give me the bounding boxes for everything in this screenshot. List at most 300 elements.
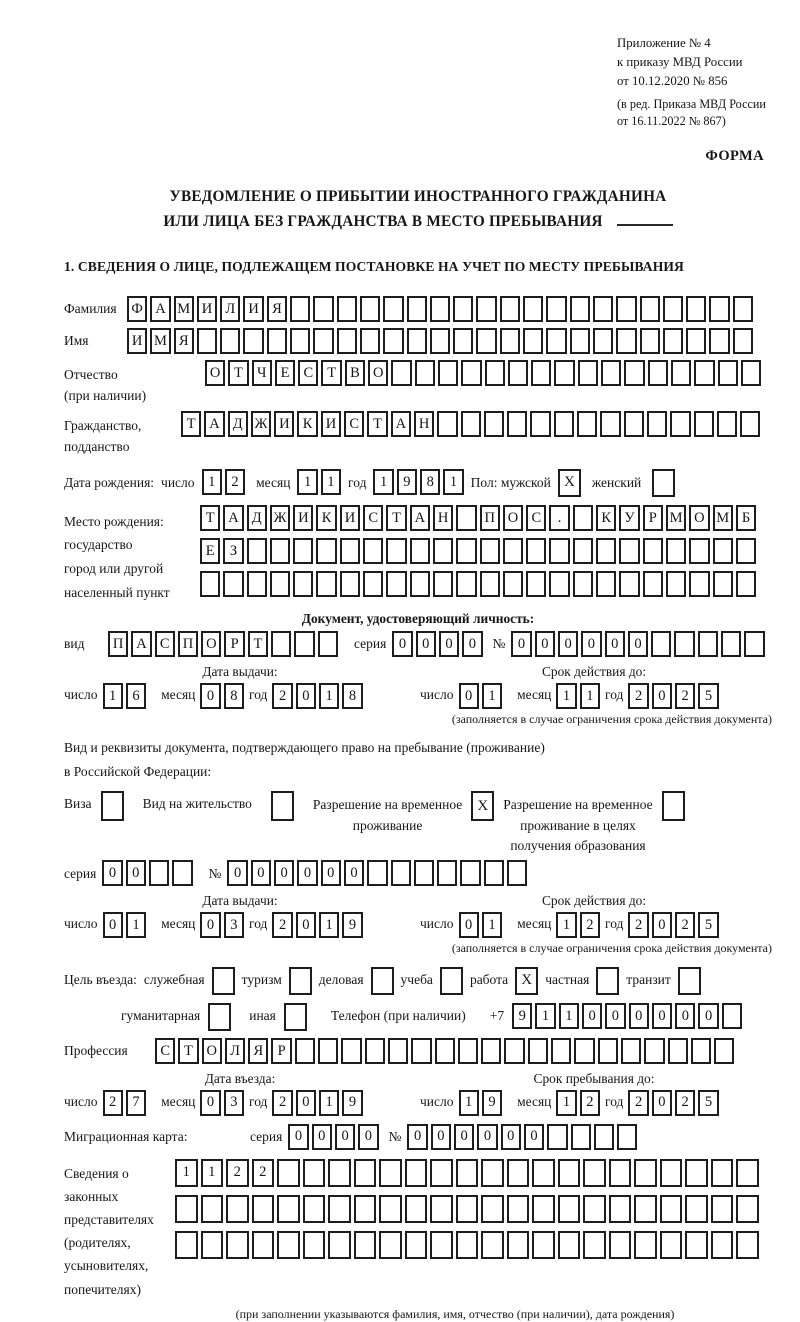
char-cell[interactable]: П <box>480 505 500 531</box>
char-cell[interactable] <box>290 328 310 354</box>
char-cell[interactable] <box>328 1231 351 1259</box>
char-cell[interactable] <box>609 1195 632 1223</box>
char-cell[interactable] <box>456 505 476 531</box>
char-cell[interactable] <box>648 360 668 386</box>
char-cell[interactable]: 0 <box>459 683 479 709</box>
char-cell[interactable] <box>624 411 644 437</box>
char-cell[interactable] <box>277 1231 300 1259</box>
char-cell[interactable] <box>694 360 714 386</box>
char-cell[interactable] <box>711 1195 734 1223</box>
char-cell[interactable] <box>666 538 686 564</box>
char-cell[interactable] <box>456 1231 479 1259</box>
char-cell[interactable]: Я <box>174 328 194 354</box>
char-cell[interactable] <box>554 411 574 437</box>
char-cell[interactable] <box>744 631 764 657</box>
char-cell[interactable] <box>388 1038 408 1064</box>
char-cell[interactable] <box>458 1038 478 1064</box>
char-cell[interactable] <box>593 296 613 322</box>
char-cell[interactable]: 0 <box>416 631 436 657</box>
char-cell[interactable] <box>476 296 496 322</box>
char-cell[interactable] <box>532 1231 555 1259</box>
char-cell[interactable] <box>430 1231 453 1259</box>
char-cell[interactable]: А <box>131 631 151 657</box>
char-cell[interactable]: 2 <box>226 1159 249 1187</box>
char-cell[interactable] <box>526 571 546 597</box>
char-cell[interactable] <box>503 571 523 597</box>
char-cell[interactable] <box>573 505 593 531</box>
char-cell[interactable] <box>570 328 590 354</box>
char-cell[interactable] <box>531 360 551 386</box>
purpose-rabota-checkbox[interactable]: X <box>515 967 538 995</box>
char-cell[interactable] <box>643 571 663 597</box>
char-cell[interactable] <box>573 571 593 597</box>
char-cell[interactable]: П <box>178 631 198 657</box>
char-cell[interactable]: 0 <box>652 1003 672 1029</box>
char-cell[interactable]: И <box>321 411 341 437</box>
char-cell[interactable] <box>736 571 756 597</box>
char-cell[interactable]: 6 <box>126 683 146 709</box>
char-cell[interactable]: 0 <box>296 1090 316 1116</box>
char-cell[interactable] <box>713 538 733 564</box>
char-cell[interactable] <box>528 1038 548 1064</box>
char-cell[interactable] <box>340 538 360 564</box>
purpose-inaya-checkbox[interactable] <box>284 1003 307 1031</box>
char-cell[interactable]: 0 <box>605 631 625 657</box>
char-cell[interactable]: Ж <box>270 505 290 531</box>
char-cell[interactable]: 1 <box>556 912 576 938</box>
char-cell[interactable]: С <box>155 1038 175 1064</box>
char-cell[interactable] <box>481 1231 504 1259</box>
char-cell[interactable] <box>643 538 663 564</box>
char-cell[interactable]: 0 <box>296 912 316 938</box>
char-cell[interactable]: 1 <box>559 1003 579 1029</box>
char-cell[interactable] <box>691 1038 711 1064</box>
char-cell[interactable]: Ч <box>252 360 272 386</box>
char-cell[interactable] <box>460 860 480 886</box>
char-cell[interactable] <box>722 1003 742 1029</box>
char-cell[interactable] <box>577 411 597 437</box>
sex-male-checkbox[interactable]: X <box>558 469 581 497</box>
char-cell[interactable] <box>573 538 593 564</box>
char-cell[interactable] <box>634 1231 657 1259</box>
purpose-sluzhebnaya-checkbox[interactable] <box>212 967 235 995</box>
char-cell[interactable]: 2 <box>675 1090 695 1116</box>
char-cell[interactable]: 0 <box>102 860 122 886</box>
char-cell[interactable] <box>717 411 737 437</box>
char-cell[interactable] <box>619 571 639 597</box>
char-cell[interactable] <box>578 360 598 386</box>
char-cell[interactable]: Д <box>247 505 267 531</box>
char-cell[interactable] <box>437 860 457 886</box>
char-cell[interactable] <box>435 1038 455 1064</box>
char-cell[interactable] <box>363 571 383 597</box>
char-cell[interactable] <box>554 360 574 386</box>
char-cell[interactable] <box>686 328 706 354</box>
char-cell[interactable] <box>341 1038 361 1064</box>
char-cell[interactable]: Д <box>228 411 248 437</box>
char-cell[interactable] <box>270 571 290 597</box>
char-cell[interactable]: 2 <box>272 1090 292 1116</box>
char-cell[interactable] <box>383 296 403 322</box>
char-cell[interactable]: М <box>150 328 170 354</box>
char-cell[interactable] <box>247 571 267 597</box>
sex-female-checkbox[interactable] <box>652 469 675 497</box>
char-cell[interactable]: О <box>201 631 221 657</box>
char-cell[interactable]: 1 <box>556 683 576 709</box>
char-cell[interactable]: Р <box>224 631 244 657</box>
char-cell[interactable] <box>223 571 243 597</box>
char-cell[interactable]: 1 <box>201 1159 224 1187</box>
char-cell[interactable] <box>523 328 543 354</box>
char-cell[interactable] <box>609 1231 632 1259</box>
char-cell[interactable] <box>504 1038 524 1064</box>
char-cell[interactable]: Т <box>386 505 406 531</box>
char-cell[interactable] <box>197 328 217 354</box>
char-cell[interactable] <box>175 1195 198 1223</box>
char-cell[interactable] <box>175 1231 198 1259</box>
char-cell[interactable] <box>558 1231 581 1259</box>
char-cell[interactable]: 0 <box>358 1124 378 1150</box>
visa-checkbox[interactable] <box>101 791 124 821</box>
char-cell[interactable]: 7 <box>126 1090 146 1116</box>
char-cell[interactable] <box>201 1195 224 1223</box>
char-cell[interactable] <box>407 296 427 322</box>
char-cell[interactable]: 2 <box>675 683 695 709</box>
char-cell[interactable]: 0 <box>462 631 482 657</box>
char-cell[interactable] <box>354 1195 377 1223</box>
char-cell[interactable] <box>456 1195 479 1223</box>
char-cell[interactable]: Т <box>200 505 220 531</box>
char-cell[interactable]: 0 <box>431 1124 451 1150</box>
char-cell[interactable]: 1 <box>319 683 339 709</box>
char-cell[interactable]: С <box>363 505 383 531</box>
char-cell[interactable] <box>453 328 473 354</box>
char-cell[interactable] <box>547 1124 567 1150</box>
char-cell[interactable]: . <box>549 505 569 531</box>
char-cell[interactable] <box>414 860 434 886</box>
char-cell[interactable] <box>318 631 338 657</box>
char-cell[interactable] <box>660 1195 683 1223</box>
char-cell[interactable] <box>267 328 287 354</box>
char-cell[interactable] <box>405 1195 428 1223</box>
char-cell[interactable]: 0 <box>296 683 316 709</box>
purpose-chastnaya-checkbox[interactable] <box>596 967 619 995</box>
char-cell[interactable] <box>226 1195 249 1223</box>
char-cell[interactable]: 1 <box>103 683 123 709</box>
char-cell[interactable]: 1 <box>482 683 502 709</box>
char-cell[interactable]: Т <box>248 631 268 657</box>
char-cell[interactable] <box>570 296 590 322</box>
char-cell[interactable] <box>271 631 291 657</box>
char-cell[interactable]: 0 <box>524 1124 544 1150</box>
char-cell[interactable]: 0 <box>407 1124 427 1150</box>
char-cell[interactable]: Т <box>228 360 248 386</box>
char-cell[interactable] <box>226 1231 249 1259</box>
char-cell[interactable] <box>666 571 686 597</box>
char-cell[interactable] <box>507 1195 530 1223</box>
char-cell[interactable]: В <box>345 360 365 386</box>
char-cell[interactable]: 3 <box>224 1090 244 1116</box>
char-cell[interactable]: 3 <box>224 912 244 938</box>
char-cell[interactable]: К <box>596 505 616 531</box>
char-cell[interactable]: 9 <box>512 1003 532 1029</box>
char-cell[interactable] <box>740 411 760 437</box>
char-cell[interactable]: 0 <box>675 1003 695 1029</box>
char-cell[interactable] <box>481 1195 504 1223</box>
char-cell[interactable]: О <box>368 360 388 386</box>
char-cell[interactable] <box>149 860 169 886</box>
char-cell[interactable] <box>660 1231 683 1259</box>
char-cell[interactable] <box>481 1038 501 1064</box>
char-cell[interactable]: О <box>205 360 225 386</box>
char-cell[interactable] <box>247 538 267 564</box>
char-cell[interactable]: Ж <box>251 411 271 437</box>
char-cell[interactable]: 5 <box>698 683 718 709</box>
char-cell[interactable] <box>410 538 430 564</box>
char-cell[interactable]: 1 <box>126 912 146 938</box>
char-cell[interactable] <box>549 538 569 564</box>
char-cell[interactable] <box>596 571 616 597</box>
char-cell[interactable]: 1 <box>321 469 341 495</box>
char-cell[interactable] <box>277 1195 300 1223</box>
char-cell[interactable] <box>507 411 527 437</box>
char-cell[interactable]: 0 <box>535 631 555 657</box>
char-cell[interactable]: 0 <box>200 912 220 938</box>
char-cell[interactable]: 0 <box>344 860 364 886</box>
char-cell[interactable] <box>640 296 660 322</box>
temp-residence-edu-checkbox[interactable] <box>662 791 685 821</box>
char-cell[interactable] <box>365 1038 385 1064</box>
char-cell[interactable]: 1 <box>580 683 600 709</box>
char-cell[interactable] <box>709 296 729 322</box>
char-cell[interactable]: Н <box>414 411 434 437</box>
char-cell[interactable]: И <box>293 505 313 531</box>
char-cell[interactable] <box>596 538 616 564</box>
char-cell[interactable] <box>337 328 357 354</box>
char-cell[interactable]: Е <box>200 538 220 564</box>
purpose-tranzit-checkbox[interactable] <box>678 967 701 995</box>
char-cell[interactable] <box>407 328 427 354</box>
char-cell[interactable]: А <box>204 411 224 437</box>
char-cell[interactable] <box>438 360 458 386</box>
char-cell[interactable]: 1 <box>175 1159 198 1187</box>
char-cell[interactable] <box>663 328 683 354</box>
char-cell[interactable] <box>430 1195 453 1223</box>
char-cell[interactable] <box>593 328 613 354</box>
char-cell[interactable]: К <box>297 411 317 437</box>
char-cell[interactable]: 0 <box>288 1124 308 1150</box>
char-cell[interactable]: 9 <box>342 1090 362 1116</box>
char-cell[interactable]: 0 <box>459 912 479 938</box>
char-cell[interactable] <box>558 1195 581 1223</box>
char-cell[interactable]: 0 <box>558 631 578 657</box>
char-cell[interactable]: 0 <box>605 1003 625 1029</box>
char-cell[interactable]: П <box>108 631 128 657</box>
char-cell[interactable] <box>686 296 706 322</box>
char-cell[interactable]: 1 <box>459 1090 479 1116</box>
char-cell[interactable] <box>546 296 566 322</box>
purpose-ucheba-checkbox[interactable] <box>440 967 463 995</box>
char-cell[interactable] <box>617 1124 637 1150</box>
char-cell[interactable]: 8 <box>420 469 440 495</box>
residence-permit-checkbox[interactable] <box>271 791 294 821</box>
char-cell[interactable]: И <box>197 296 217 322</box>
char-cell[interactable]: 0 <box>312 1124 332 1150</box>
char-cell[interactable]: К <box>316 505 336 531</box>
char-cell[interactable] <box>616 296 636 322</box>
char-cell[interactable]: 9 <box>342 912 362 938</box>
char-cell[interactable] <box>461 360 481 386</box>
char-cell[interactable] <box>201 1231 224 1259</box>
char-cell[interactable] <box>480 538 500 564</box>
char-cell[interactable]: 2 <box>628 1090 648 1116</box>
char-cell[interactable] <box>243 328 263 354</box>
char-cell[interactable] <box>689 571 709 597</box>
char-cell[interactable] <box>523 296 543 322</box>
char-cell[interactable]: Н <box>433 505 453 531</box>
char-cell[interactable] <box>461 411 481 437</box>
char-cell[interactable]: 5 <box>698 912 718 938</box>
char-cell[interactable]: 0 <box>511 631 531 657</box>
char-cell[interactable] <box>741 360 761 386</box>
char-cell[interactable] <box>391 860 411 886</box>
char-cell[interactable] <box>526 538 546 564</box>
char-cell[interactable]: 1 <box>482 912 502 938</box>
char-cell[interactable] <box>583 1231 606 1259</box>
purpose-turizm-checkbox[interactable] <box>289 967 312 995</box>
char-cell[interactable] <box>383 328 403 354</box>
char-cell[interactable] <box>634 1195 657 1223</box>
char-cell[interactable]: 0 <box>629 1003 649 1029</box>
char-cell[interactable] <box>430 328 450 354</box>
char-cell[interactable] <box>733 296 753 322</box>
char-cell[interactable] <box>549 571 569 597</box>
char-cell[interactable]: 1 <box>373 469 393 495</box>
char-cell[interactable]: Р <box>643 505 663 531</box>
char-cell[interactable]: Б <box>736 505 756 531</box>
char-cell[interactable]: 0 <box>251 860 271 886</box>
char-cell[interactable]: С <box>298 360 318 386</box>
char-cell[interactable]: Л <box>225 1038 245 1064</box>
char-cell[interactable]: 0 <box>652 912 672 938</box>
char-cell[interactable] <box>293 571 313 597</box>
char-cell[interactable]: С <box>526 505 546 531</box>
char-cell[interactable]: 0 <box>628 631 648 657</box>
char-cell[interactable] <box>318 1038 338 1064</box>
char-cell[interactable] <box>252 1195 275 1223</box>
char-cell[interactable]: С <box>344 411 364 437</box>
char-cell[interactable]: 1 <box>202 469 222 495</box>
char-cell[interactable]: 0 <box>274 860 294 886</box>
char-cell[interactable] <box>663 296 683 322</box>
char-cell[interactable] <box>736 1195 759 1223</box>
char-cell[interactable] <box>386 571 406 597</box>
char-cell[interactable] <box>295 1038 315 1064</box>
char-cell[interactable]: 0 <box>103 912 123 938</box>
char-cell[interactable]: М <box>174 296 194 322</box>
char-cell[interactable] <box>621 1038 641 1064</box>
char-cell[interactable] <box>619 538 639 564</box>
char-cell[interactable]: Я <box>248 1038 268 1064</box>
char-cell[interactable]: 0 <box>477 1124 497 1150</box>
char-cell[interactable]: 9 <box>482 1090 502 1116</box>
char-cell[interactable] <box>484 860 504 886</box>
char-cell[interactable] <box>711 1231 734 1259</box>
char-cell[interactable] <box>670 411 690 437</box>
char-cell[interactable] <box>391 360 411 386</box>
char-cell[interactable]: И <box>243 296 263 322</box>
char-cell[interactable] <box>647 411 667 437</box>
char-cell[interactable]: 2 <box>580 912 600 938</box>
char-cell[interactable]: 0 <box>200 683 220 709</box>
char-cell[interactable] <box>433 571 453 597</box>
char-cell[interactable]: А <box>150 296 170 322</box>
char-cell[interactable] <box>270 538 290 564</box>
char-cell[interactable] <box>337 296 357 322</box>
purpose-gumanitarnaya-checkbox[interactable] <box>208 1003 231 1031</box>
char-cell[interactable]: 1 <box>556 1090 576 1116</box>
char-cell[interactable] <box>379 1195 402 1223</box>
char-cell[interactable]: 1 <box>319 912 339 938</box>
char-cell[interactable] <box>386 538 406 564</box>
char-cell[interactable]: 0 <box>392 631 412 657</box>
char-cell[interactable]: Р <box>271 1038 291 1064</box>
char-cell[interactable]: М <box>666 505 686 531</box>
char-cell[interactable] <box>574 1038 594 1064</box>
char-cell[interactable] <box>600 411 620 437</box>
char-cell[interactable] <box>294 631 314 657</box>
char-cell[interactable]: Е <box>275 360 295 386</box>
char-cell[interactable] <box>551 1038 571 1064</box>
char-cell[interactable] <box>220 328 240 354</box>
char-cell[interactable]: 2 <box>628 912 648 938</box>
char-cell[interactable] <box>340 571 360 597</box>
char-cell[interactable]: О <box>503 505 523 531</box>
char-cell[interactable]: 0 <box>297 860 317 886</box>
char-cell[interactable]: 5 <box>698 1090 718 1116</box>
char-cell[interactable] <box>313 328 333 354</box>
char-cell[interactable] <box>410 571 430 597</box>
char-cell[interactable]: А <box>223 505 243 531</box>
char-cell[interactable] <box>651 631 671 657</box>
char-cell[interactable]: 9 <box>397 469 417 495</box>
char-cell[interactable] <box>379 1231 402 1259</box>
char-cell[interactable] <box>430 296 450 322</box>
char-cell[interactable] <box>200 571 220 597</box>
char-cell[interactable] <box>360 296 380 322</box>
char-cell[interactable]: Т <box>367 411 387 437</box>
char-cell[interactable] <box>640 328 660 354</box>
char-cell[interactable]: З <box>223 538 243 564</box>
char-cell[interactable] <box>546 328 566 354</box>
char-cell[interactable] <box>456 571 476 597</box>
char-cell[interactable]: 2 <box>580 1090 600 1116</box>
char-cell[interactable] <box>437 411 457 437</box>
char-cell[interactable] <box>507 860 527 886</box>
char-cell[interactable]: 0 <box>698 1003 718 1029</box>
char-cell[interactable] <box>694 411 714 437</box>
char-cell[interactable] <box>252 1231 275 1259</box>
char-cell[interactable]: 0 <box>454 1124 474 1150</box>
char-cell[interactable]: 8 <box>342 683 362 709</box>
char-cell[interactable] <box>367 860 387 886</box>
char-cell[interactable]: О <box>689 505 709 531</box>
char-cell[interactable]: 1 <box>319 1090 339 1116</box>
char-cell[interactable] <box>698 631 718 657</box>
char-cell[interactable] <box>736 538 756 564</box>
char-cell[interactable] <box>532 1195 555 1223</box>
char-cell[interactable] <box>476 328 496 354</box>
